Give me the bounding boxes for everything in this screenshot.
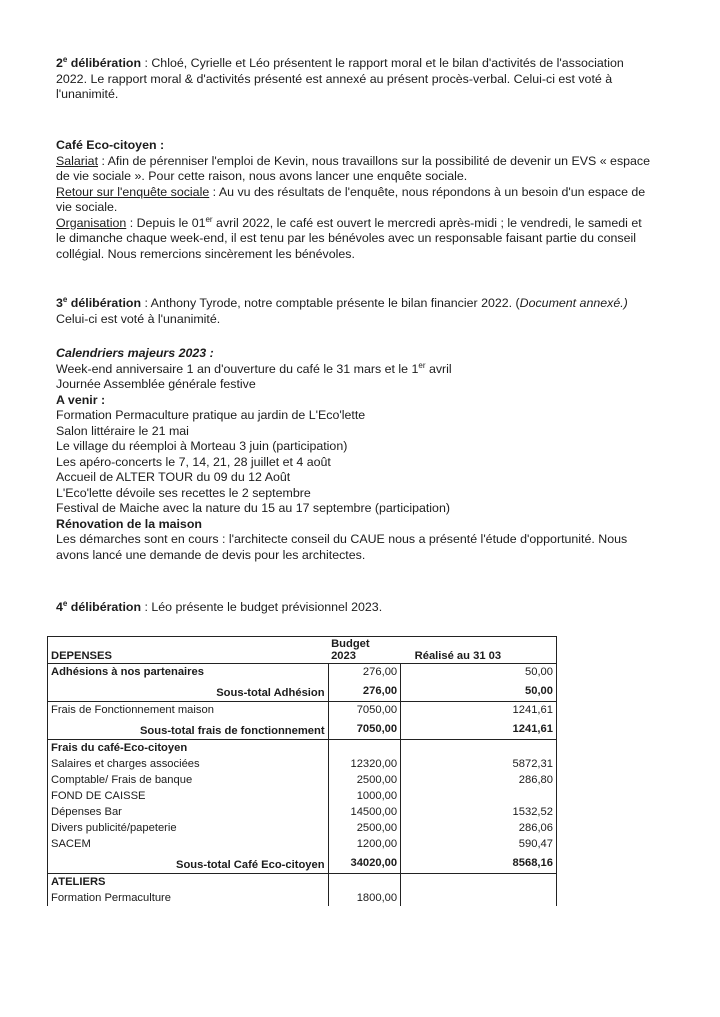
budget-row <box>48 804 557 820</box>
budget-row-realise: 50,00 <box>401 664 557 681</box>
deliberation-4-label: 4e délibération <box>56 598 142 614</box>
organisation-sup: er <box>205 214 213 224</box>
event-item: Le village du réemploi à Morteau 3 juin (participation) <box>56 439 348 453</box>
budget-row-budget: 2500,00 <box>328 820 401 836</box>
budget-row-budget: 7050,00 <box>328 718 401 740</box>
annex-note: Document annexé.) <box>519 296 628 310</box>
budget-row-realise: 50,00 <box>401 680 557 702</box>
calendar-title: Calendriers majeurs 2023 : <box>56 346 214 360</box>
budget-row <box>48 702 557 719</box>
budget-row-realise: 5872,31 <box>401 756 557 772</box>
salariat-text: de vie sociale ». Pour cette raison, nous avons lancer une enquête sociale. <box>56 169 468 183</box>
budget-row-budget: 276,00 <box>328 664 401 681</box>
organisation-text: : Depuis le 01 <box>126 215 206 230</box>
event-item: L'Eco'lette dévoile ses recettes le 2 septembre <box>56 485 311 500</box>
organisation-label: Organisation <box>56 215 127 230</box>
renovation-title: Rénovation de la maison <box>56 516 202 531</box>
budget-row-budget <box>328 874 401 891</box>
budget-row-label: Salaires et charges associées <box>48 756 329 772</box>
renovation-text: avons lancé une demande de devis pour les architectes. <box>56 547 366 562</box>
header-budget-line: Budget <box>331 638 370 650</box>
budget-row <box>48 820 557 836</box>
budget-row-budget: 1200,00 <box>328 836 401 852</box>
deliberation-2-line: 2022. Le rapport moral & d'activités présenté est annexé au présent procès-verbal. Celui-ci est voté à <box>56 71 613 86</box>
budget-row-label: SACEM <box>48 836 329 852</box>
budget-row-budget: 2500,00 <box>328 772 401 788</box>
retour-label: Retour sur l'enquête sociale <box>56 184 210 199</box>
budget-row-budget: 12320,00 <box>328 756 401 772</box>
salariat-text: : Afin de pérenniser l'emploi de Kevin, nous travaillons sur la possibilité de devenir un EVS « espace <box>98 153 651 168</box>
budget-row <box>48 664 557 681</box>
deliberation-2-label: 2e délibération <box>56 54 142 70</box>
budget-row-label: Formation Permaculture <box>48 890 329 906</box>
budget-row <box>48 772 557 788</box>
header-realise <box>401 637 557 664</box>
cafe-title: Café Eco-citoyen : <box>56 138 165 152</box>
budget-row-label: Sous-total Café Eco-citoyen <box>48 852 329 874</box>
budget-header-row <box>48 637 557 664</box>
budget-row-budget: 1000,00 <box>328 788 401 804</box>
organisation-text: le dimanche chaque week-end, il est tenu par les bénévoles avec un responsable faisant partie du conseil <box>56 231 636 245</box>
calendar-line: Week-end anniversaire 1 an d'ouverture du café le 31 mars et le 1 <box>56 361 419 376</box>
budget-row-realise: 1241,61 <box>401 718 557 740</box>
calendar-line: Journée Assemblée générale festive <box>56 377 256 391</box>
budget-row <box>48 680 557 702</box>
deliberation-2-line: l'unanimité. <box>56 87 119 101</box>
budget-row <box>48 740 557 757</box>
budget-row-budget: 34020,00 <box>328 852 401 874</box>
budget-row-budget: 14500,00 <box>328 804 401 820</box>
budget-row-realise: 590,47 <box>401 836 557 852</box>
budget-row <box>48 756 557 772</box>
budget-row <box>48 874 557 891</box>
renovation-text: Les démarches sont en cours : l'architecte conseil du CAUE nous a présenté l'étude d'opportunité. Nous <box>56 532 628 546</box>
retour-text: vie sociale. <box>56 200 118 214</box>
budget-row-realise: 286,80 <box>401 772 557 788</box>
budget-row-label: Adhésions à nos partenaires <box>48 664 329 681</box>
budget-row-realise: 8568,16 <box>401 852 557 874</box>
event-item: Festival de Maiche avec la nature du 15 au 17 septembre (participation) <box>56 501 450 515</box>
event-item: Les apéro-concerts le 7, 14, 21, 28 juillet et 4 août <box>56 454 331 469</box>
budget-row-label: Frais de Fonctionnement maison <box>48 702 329 719</box>
budget-row <box>48 836 557 852</box>
header-realise-label: Réalisé au 31 03 <box>414 650 502 662</box>
deliberation-2-line: : Chloé, Cyrielle et Léo présentent le rapport moral et le bilan d'activités de l'association <box>141 56 624 70</box>
budget-row-budget: 1800,00 <box>328 890 401 906</box>
event-item: Salon littéraire le 21 mai <box>56 423 189 438</box>
budget-row-realise <box>401 740 557 757</box>
salariat-label: Salariat <box>56 153 99 168</box>
retour-text: : Au vu des résultats de l'enquête, nous répondons à un besoin d'un espace de <box>209 184 646 199</box>
header-budget <box>328 637 401 664</box>
event-item: Accueil de ALTER TOUR du 09 du 12 Août <box>56 470 291 484</box>
cafe-section <box>56 138 676 262</box>
deliberation-3 <box>56 296 676 327</box>
budget-row <box>48 852 557 874</box>
budget-table <box>47 636 557 906</box>
avenir-title: A venir : <box>56 392 106 407</box>
deliberation-3-text: Celui-ci est voté à l'unanimité. <box>56 311 221 326</box>
budget-row-realise <box>401 890 557 906</box>
budget-row-label: Frais du café-Eco-citoyen <box>48 740 329 757</box>
budget-row-label: Sous-total frais de fonctionnement <box>48 718 329 740</box>
budget-row-realise: 1241,61 <box>401 702 557 719</box>
budget-row-budget: 276,00 <box>328 680 401 702</box>
budget-row <box>48 718 557 740</box>
calendar-section <box>56 346 676 563</box>
deliberation-3-text: : Anthony Tyrode, notre comptable présente le bilan financier 2022. ( <box>141 296 520 310</box>
deliberation-4-text: : Léo présente le budget prévisionnel 2023. <box>141 600 383 614</box>
budget-row-label: Divers publicité/papeterie <box>48 820 329 836</box>
header-depenses: DEPENSES <box>48 637 329 664</box>
budget-row-realise <box>401 874 557 891</box>
budget-row-budget: 7050,00 <box>328 702 401 719</box>
budget-row-label: FOND DE CAISSE <box>48 788 329 804</box>
budget-row-realise <box>401 788 557 804</box>
deliberation-4 <box>56 600 676 616</box>
budget-row-budget <box>328 740 401 757</box>
budget-row <box>48 788 557 804</box>
budget-row-label: Sous-total Adhésion <box>48 680 329 702</box>
budget-row-label: Dépenses Bar <box>48 804 329 820</box>
budget-row-realise: 286,06 <box>401 820 557 836</box>
budget-row-realise: 1532,52 <box>401 804 557 820</box>
calendar-sup: er <box>418 360 426 370</box>
event-item: Formation Permaculture pratique au jardin de L'Eco'lette <box>56 408 366 422</box>
budget-row-label: ATELIERS <box>48 874 329 891</box>
calendar-line: avril <box>425 361 452 376</box>
deliberation-3-label: 3e délibération <box>56 294 142 310</box>
budget-row <box>48 890 557 906</box>
deliberation-2 <box>56 56 676 103</box>
header-budget-line: 2023 <box>331 650 356 662</box>
budget-row-label: Comptable/ Frais de banque <box>48 772 329 788</box>
organisation-text: avril 2022, le café est ouvert le mercredi après-midi ; le vendredi, le samedi et <box>212 215 642 230</box>
organisation-text: collégial. Nous remercions sincèrement les bénévoles. <box>56 246 355 261</box>
